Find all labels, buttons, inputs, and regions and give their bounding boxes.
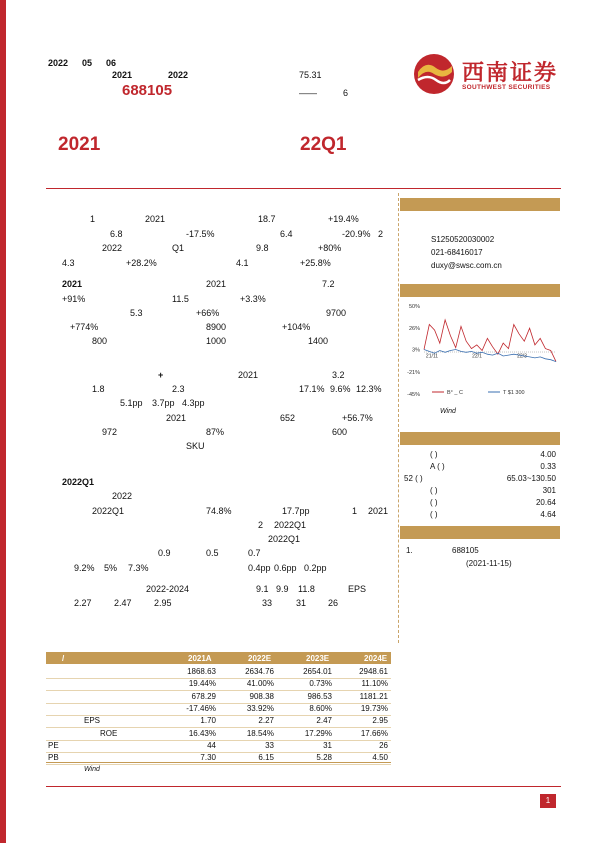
- p4-text: 0.2pp: [304, 563, 327, 573]
- date-day: 06: [106, 58, 117, 68]
- p2-text: +66%: [196, 308, 220, 318]
- related-report-date: (2021-11-15): [466, 559, 512, 568]
- p1-text: 18.7: [258, 214, 276, 224]
- p3-text: SKU: [186, 441, 205, 451]
- chart-series-line: [424, 320, 556, 362]
- table-cell: 4.50: [372, 753, 388, 763]
- p4-text: 2022Q1: [268, 534, 301, 544]
- p1-text: 2021: [145, 214, 166, 224]
- footer-divider: [46, 786, 561, 787]
- chart-x-tick: 21/11: [425, 353, 439, 360]
- p1-text: 6.4: [280, 229, 293, 239]
- basic-data-value: 4.64: [540, 510, 556, 519]
- p3-text: +56.7%: [342, 413, 373, 423]
- table-head-2022e: 2022E: [248, 654, 272, 663]
- p2-text: 1000: [206, 336, 227, 346]
- stock-price: 75.31: [299, 70, 322, 80]
- p4-text: 0.4pp: [248, 563, 271, 573]
- table-cell: 18.54%: [246, 728, 274, 738]
- report-title-left: 2021: [58, 134, 101, 155]
- p5-text: 9.9: [276, 584, 289, 594]
- basic-data-label: A ( ): [430, 462, 445, 471]
- p3-text: 3.7pp: [152, 398, 175, 408]
- p5-text: EPS: [348, 584, 367, 594]
- analyst-cert: S1250520030002: [431, 235, 495, 244]
- p4-text: 7.3%: [128, 563, 149, 573]
- chart-source: Wind: [440, 408, 456, 415]
- p4-text: 5%: [104, 563, 118, 573]
- p1-text: -20.9%: [342, 229, 371, 239]
- p5-text: 2.47: [114, 598, 132, 608]
- p3-text: 2021: [166, 413, 187, 423]
- p2-text: 5.3: [130, 308, 143, 318]
- table-row-line: [46, 703, 391, 704]
- p4-text: 2022Q1: [274, 520, 307, 530]
- p1-text: Q1: [172, 243, 185, 253]
- chart-y-tick: 26%: [408, 326, 420, 333]
- p1-text: -17.5%: [186, 229, 215, 239]
- chart-y-tick: -45%: [407, 392, 420, 398]
- table-cell: 2.95: [372, 716, 388, 726]
- sidebar-chart-header: [400, 284, 560, 297]
- table-cell: 0.73%: [309, 679, 332, 689]
- p5-text: 31: [296, 598, 307, 608]
- table-cell: 33: [265, 740, 274, 750]
- table-cell: 33.92%: [246, 703, 274, 713]
- p2-text: +104%: [282, 322, 311, 332]
- rating-dash: ——: [299, 88, 317, 98]
- table-cell: 1868.63: [187, 667, 216, 676]
- table-row-line: [46, 678, 391, 679]
- p4-text: 2022: [112, 491, 133, 501]
- table-source: Wind: [84, 766, 100, 773]
- p1-text: 1: [90, 214, 96, 224]
- table-cell: 17.66%: [360, 728, 388, 738]
- table-cell: 26: [379, 740, 388, 750]
- basic-data-value: 65.03~130.50: [506, 474, 556, 483]
- p3-text: 600: [332, 427, 348, 437]
- p1-text: 4.1: [236, 258, 249, 268]
- p3-text: 17.1%: [299, 384, 325, 394]
- analyst-phone: 021-68416017: [431, 248, 483, 257]
- p2-text: 1400: [308, 336, 329, 346]
- company-logo-icon: [412, 52, 456, 96]
- p4-text: 0.5: [206, 548, 219, 558]
- table-cell: 1181.21: [359, 691, 388, 701]
- p5-text: 2022-2024: [146, 584, 190, 594]
- p3-text: 12.3%: [356, 384, 382, 394]
- header-year-2: 2022: [168, 70, 189, 80]
- chart-y-tick: 3%: [412, 347, 420, 354]
- p2-text: 11.5: [172, 294, 189, 304]
- p1-text: +19.4%: [328, 214, 359, 224]
- table-cell: 1.70: [200, 716, 216, 726]
- sidebar-related-header: [400, 526, 560, 539]
- analyst-email[interactable]: duxy@swsc.com.cn: [431, 261, 502, 270]
- p1-text: 2022: [102, 243, 123, 253]
- report-title-right: 22Q1: [300, 134, 347, 155]
- table-row-line: [46, 740, 391, 741]
- chart-x-tick: 22/3: [517, 353, 527, 360]
- column-divider: [398, 193, 399, 643]
- table-row-line: [46, 764, 391, 765]
- table-head-2023e: 2023E: [306, 654, 330, 663]
- table-cell: 44: [207, 740, 216, 750]
- table-cell: 7.30: [200, 753, 216, 763]
- table-cell: 31: [323, 740, 332, 750]
- table-row-label: EPS: [84, 716, 101, 726]
- basic-data-label: ( ): [430, 486, 438, 495]
- table-cell: 16.43%: [188, 728, 216, 738]
- table-cell: 2.27: [258, 716, 274, 726]
- chart-legend-label: B° _ C: [447, 390, 463, 396]
- left-accent-bar: [0, 0, 6, 843]
- p3-text: 2.3: [172, 384, 185, 394]
- date-month: 05: [82, 58, 93, 68]
- p1-text: +80%: [318, 243, 342, 253]
- p3-text: 87%: [206, 427, 225, 437]
- p2-lead: 2021: [62, 279, 83, 289]
- date-year: 2022: [48, 58, 69, 68]
- rating: [299, 88, 374, 98]
- table-head-label: /: [62, 654, 65, 663]
- p3-text: +: [158, 370, 164, 380]
- table-cell: 908.38: [249, 691, 274, 701]
- p2-text: 800: [92, 336, 108, 346]
- p3-text: 652: [280, 413, 296, 423]
- table-cell: 19.44%: [188, 679, 216, 689]
- p3-text: 4.3pp: [182, 398, 205, 408]
- p1-text: 6.8: [110, 229, 123, 239]
- p1-text: +25.8%: [300, 258, 331, 268]
- p3-text: 972: [102, 427, 118, 437]
- basic-data-label: ( ): [430, 450, 438, 459]
- table-row-line: [46, 752, 391, 753]
- p1-text: +28.2%: [126, 258, 157, 268]
- p3-text: 9.6%: [330, 384, 351, 394]
- basic-data-value: 301: [542, 486, 556, 495]
- table-head-2024e: 2024E: [364, 654, 388, 663]
- p5-text: 26: [328, 598, 339, 608]
- p4-text: 17.7pp: [282, 506, 310, 516]
- table-row-label: PB: [48, 753, 59, 763]
- p5-text: 33: [262, 598, 273, 608]
- p5-text: 9.1: [256, 584, 269, 594]
- chart-legend-label: T $1 300: [503, 390, 525, 396]
- table-cell: 678.29: [191, 691, 216, 701]
- header-years: [112, 70, 224, 80]
- table-row-label: PE: [48, 740, 59, 750]
- report-date: [48, 58, 130, 68]
- p3-text: 5.1pp: [120, 398, 143, 408]
- p3-text: 2021: [238, 370, 259, 380]
- sidebar-analyst-header: [400, 198, 560, 211]
- p5-text: 11.8: [298, 584, 315, 594]
- chart-y-tick: -21%: [407, 369, 420, 376]
- page-number: 1: [540, 794, 556, 808]
- relative-performance-chart: [402, 300, 560, 398]
- p2-text: +91%: [62, 294, 86, 304]
- p4-text: 2021: [368, 506, 389, 516]
- logo-text-cn: 西南证券: [462, 60, 559, 86]
- p4-text: 2022Q1: [92, 506, 125, 516]
- p4-text: 1: [352, 506, 358, 516]
- table-cell: 986.53: [307, 691, 332, 701]
- related-report-title[interactable]: 688105: [452, 546, 479, 555]
- p2-text: 7.2: [322, 279, 335, 289]
- p2-text: 8900: [206, 322, 227, 332]
- rating-value: 6: [343, 88, 349, 98]
- table-cell: 17.29%: [304, 728, 332, 738]
- table-cell: 2.47: [316, 716, 332, 726]
- p4-text: 2: [258, 520, 264, 530]
- chart-series-line: [424, 350, 556, 362]
- table-cell: 2634.76: [245, 667, 274, 676]
- p5-text: 2.95: [154, 598, 172, 608]
- p4-text: 0.9: [158, 548, 171, 558]
- sidebar-basic-data-header: [400, 432, 560, 445]
- table-row-line: [46, 690, 391, 691]
- p5-text: 2.27: [74, 598, 92, 608]
- header-year-1: 2021: [112, 70, 133, 80]
- p3-text: 3.2: [332, 370, 345, 380]
- basic-data-value: 20.64: [535, 498, 556, 507]
- chart-y-tick: 50%: [408, 304, 420, 310]
- basic-data-label: ( ): [430, 510, 438, 519]
- p4-heading: 2022Q1: [62, 477, 95, 487]
- p2-text: 9700: [326, 308, 347, 318]
- chart-x-tick: 22/1: [472, 353, 482, 360]
- p4-text: 0.7: [248, 548, 261, 558]
- table-cell: -17.46%: [186, 703, 216, 713]
- basic-data-value: 4.00: [540, 450, 556, 459]
- p3-text: 1.8: [92, 384, 105, 394]
- stock-code: 688105: [122, 82, 173, 99]
- p2-text: +774%: [70, 322, 99, 332]
- p1-text: 9.8: [256, 243, 269, 253]
- forecast-table-header: [46, 652, 391, 664]
- p2-text: +3.3%: [240, 294, 266, 304]
- basic-data-label: 52 ( ): [404, 474, 423, 483]
- table-cell: 6.15: [258, 753, 274, 763]
- table-cell: 11.10%: [361, 679, 388, 689]
- table-cell: 19.73%: [360, 703, 388, 713]
- p2-text: 2021: [206, 279, 227, 289]
- table-cell: 8.60%: [309, 703, 332, 713]
- table-cell: 2654.01: [303, 667, 332, 676]
- table-row-label: ROE: [100, 728, 118, 738]
- related-index: 1.: [406, 546, 413, 555]
- p1-text: 4.3: [62, 258, 75, 268]
- logo-text-en: SOUTHWEST SECURITIES: [462, 84, 551, 91]
- basic-data-value: 0.33: [540, 462, 556, 471]
- header-divider: [46, 188, 561, 189]
- p4-text: 74.8%: [206, 506, 232, 516]
- table-cell: 41.00%: [246, 679, 274, 689]
- table-bottom-line: [46, 762, 391, 763]
- table-row-line: [46, 727, 391, 728]
- table-cell: 5.28: [316, 753, 332, 763]
- basic-data-label: ( ): [430, 498, 438, 507]
- table-cell: 2948.61: [359, 667, 388, 676]
- p4-text: 9.2%: [74, 563, 95, 573]
- p4-text: 0.6pp: [274, 563, 297, 573]
- table-head-2021a: 2021A: [188, 654, 212, 663]
- p1-text: 2: [378, 229, 384, 239]
